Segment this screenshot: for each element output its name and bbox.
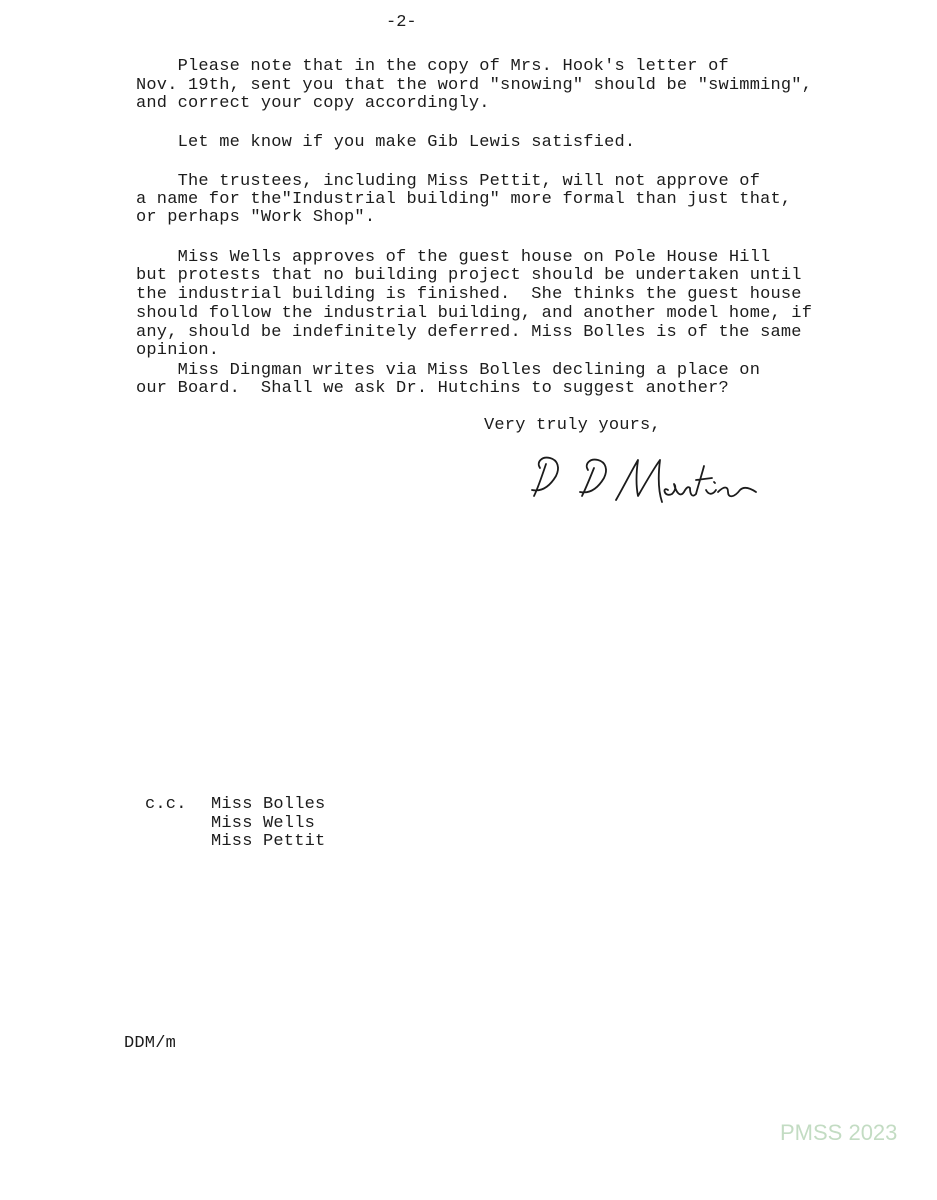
paragraph-3-line-2: a name for the"Industrial building" more formal than just that, <box>136 190 792 209</box>
archive-watermark: PMSS 2023 <box>780 1120 898 1145</box>
cc-label: c.c. <box>145 795 187 814</box>
paragraph-4-line-5: any, should be indefinitely deferred. Miss Bolles is of the same <box>136 323 802 342</box>
paragraph-2-line-1: Let me know if you make Gib Lewis satisfied. <box>136 133 636 152</box>
paragraph-4-line-1: Miss Wells approves of the guest house on Pole House Hill <box>136 248 771 267</box>
paragraph-4-line-4: should follow the industrial building, and another model home, if <box>136 304 813 323</box>
cc-name-3: Miss Pettit <box>211 832 326 851</box>
paragraph-3-line-3: or perhaps "Work Shop". <box>136 208 376 227</box>
cc-name-2: Miss Wells <box>211 814 316 833</box>
paragraph-4-line-3: the industrial building is finished. She thinks the guest house <box>136 285 802 304</box>
paragraph-3-line-1: The trustees, including Miss Pettit, will not approve of <box>136 172 761 191</box>
paragraph-5-line-2: our Board. Shall we ask Dr. Hutchins to suggest another? <box>136 379 729 398</box>
paragraph-4-line-6: opinion. <box>136 341 220 360</box>
paragraph-1-line-1: Please note that in the copy of Mrs. Hook's letter of <box>136 57 729 76</box>
page-number: -2- <box>386 13 417 32</box>
paragraph-1-line-3: and correct your copy accordingly. <box>136 94 490 113</box>
signature <box>528 446 768 516</box>
typist-initials: DDM/m <box>124 1034 177 1053</box>
paragraph-5-line-1: Miss Dingman writes via Miss Bolles declining a place on <box>136 361 761 380</box>
closing: Very truly yours, <box>484 416 661 435</box>
paragraph-4-line-2: but protests that no building project should be undertaken until <box>136 266 802 285</box>
paragraph-1-line-2: Nov. 19th, sent you that the word "snowing" should be "swimming", <box>136 76 813 95</box>
cc-name-1: Miss Bolles <box>211 795 326 814</box>
